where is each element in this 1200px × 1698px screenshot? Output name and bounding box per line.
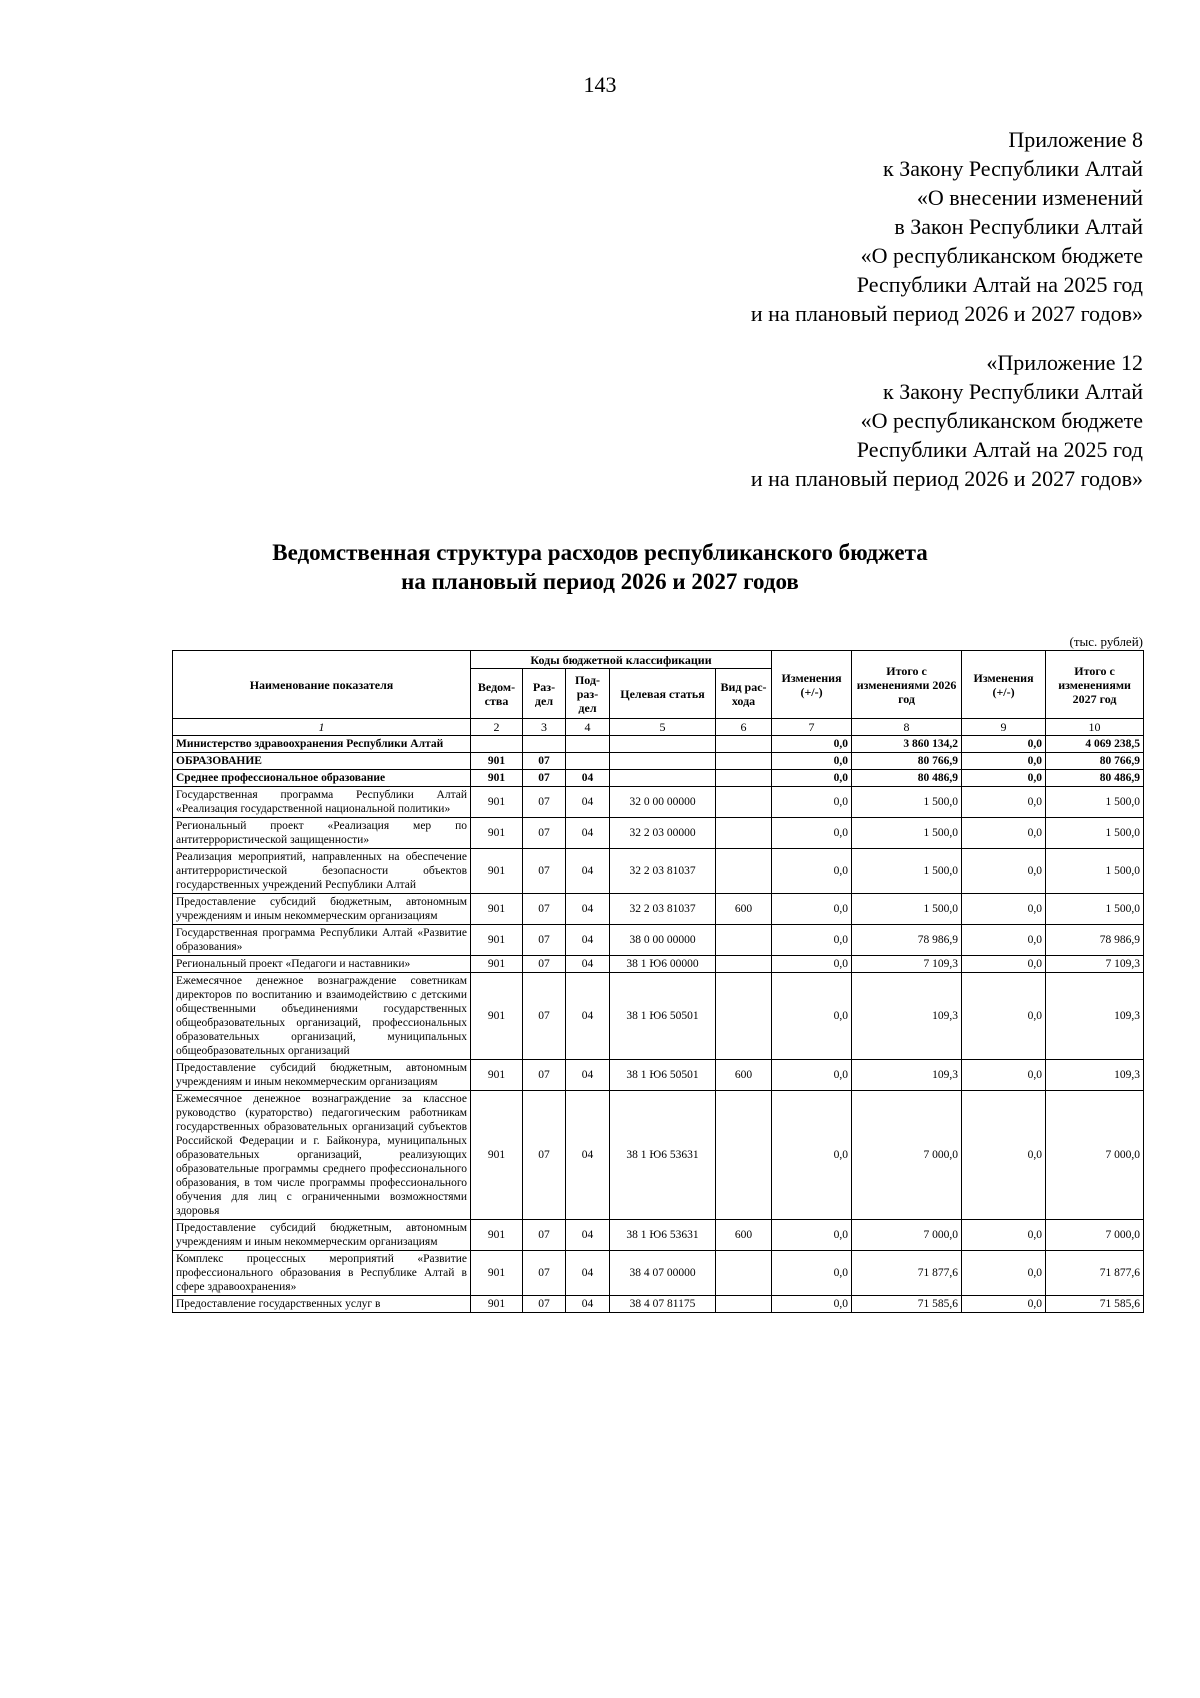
row-change-2027: 0,0 xyxy=(962,736,1046,753)
row-podrazdel: 04 xyxy=(566,1220,610,1251)
row-total-2026: 7 000,0 xyxy=(852,1220,962,1251)
row-vedomstvo: 901 xyxy=(471,753,523,770)
row-podrazdel: 04 xyxy=(566,1091,610,1220)
row-change-2026: 0,0 xyxy=(772,956,852,973)
row-vedomstvo: 901 xyxy=(471,894,523,925)
row-total-2027: 80 486,9 xyxy=(1046,770,1144,787)
row-celevaya-statya: 38 1 Ю6 50501 xyxy=(610,1060,716,1091)
row-change-2027: 0,0 xyxy=(962,1296,1046,1313)
document-title-line-1: Ведомственная структура расходов республиканского бюджета xyxy=(272,540,928,565)
row-vid-raskhoda xyxy=(716,1296,772,1313)
header-change-2026: Изменения (+/-) xyxy=(772,651,852,719)
row-razdel: 07 xyxy=(523,818,566,849)
appendix-12-line: «О республиканском бюджете xyxy=(860,408,1143,433)
row-vid-raskhoda: 600 xyxy=(716,1060,772,1091)
table-row xyxy=(173,1251,1144,1296)
row-name: Министерство здравоохранения Республики Алтай xyxy=(173,736,471,753)
row-vid-raskhoda xyxy=(716,818,772,849)
row-razdel: 07 xyxy=(523,1251,566,1296)
row-vid-raskhoda xyxy=(716,1091,772,1220)
row-change-2026: 0,0 xyxy=(772,925,852,956)
row-celevaya-statya: 38 1 Ю6 53631 xyxy=(610,1220,716,1251)
row-name: Ежемесячное денежное вознаграждение советникам директоров по воспитанию и взаимодействию с детскими общественными объединениями государственных общеобразовательных организаций, профессиональных образовательных организаций, муниципальных общеобразовательных организаций xyxy=(173,973,471,1060)
row-podrazdel: 04 xyxy=(566,1296,610,1313)
appendix-12-line: Республики Алтай на 2025 год xyxy=(856,437,1143,462)
row-celevaya-statya: 32 2 03 81037 xyxy=(610,849,716,894)
row-celevaya-statya: 38 0 00 00000 xyxy=(610,925,716,956)
row-total-2027: 71 877,6 xyxy=(1046,1251,1144,1296)
appendix-8-line: Республики Алтай на 2025 год xyxy=(856,272,1143,297)
column-number: 2 xyxy=(471,719,523,736)
column-number: 9 xyxy=(962,719,1046,736)
document-title xyxy=(0,538,1200,596)
row-vedomstvo: 901 xyxy=(471,1296,523,1313)
row-total-2026: 7 000,0 xyxy=(852,1091,962,1220)
row-total-2026: 109,3 xyxy=(852,1060,962,1091)
table-row xyxy=(173,753,1144,770)
row-vid-raskhoda xyxy=(716,1251,772,1296)
row-razdel: 07 xyxy=(523,849,566,894)
row-podrazdel: 04 xyxy=(566,894,610,925)
row-celevaya-statya: 32 0 00 00000 xyxy=(610,787,716,818)
document-title-line-2: на плановый период 2026 и 2027 годов xyxy=(401,569,799,594)
row-change-2026: 0,0 xyxy=(772,973,852,1060)
row-change-2027: 0,0 xyxy=(962,753,1046,770)
table-row xyxy=(173,1296,1144,1313)
appendix-12-line: и на плановый период 2026 и 2027 годов» xyxy=(750,466,1143,491)
row-celevaya-statya xyxy=(610,770,716,787)
row-vedomstvo: 901 xyxy=(471,787,523,818)
row-total-2026: 71 877,6 xyxy=(852,1251,962,1296)
table-row xyxy=(173,818,1144,849)
header-codes-group: Коды бюджетной классификации xyxy=(471,651,772,669)
row-razdel: 07 xyxy=(523,753,566,770)
row-podrazdel: 04 xyxy=(566,818,610,849)
row-podrazdel: 04 xyxy=(566,787,610,818)
row-change-2026: 0,0 xyxy=(772,753,852,770)
row-podrazdel: 04 xyxy=(566,973,610,1060)
row-vedomstvo: 901 xyxy=(471,925,523,956)
table-row xyxy=(173,787,1144,818)
row-name: Комплекс процессных мероприятий «Развитие профессионального образования в Республике Алтай в сфере здравоохранения» xyxy=(173,1251,471,1296)
table-row xyxy=(173,973,1144,1060)
row-change-2026: 0,0 xyxy=(772,1251,852,1296)
row-razdel: 07 xyxy=(523,894,566,925)
column-numbers-row xyxy=(173,719,1144,736)
row-razdel: 07 xyxy=(523,787,566,818)
header-podrazdel: Под-раз-дел xyxy=(566,669,610,719)
row-celevaya-statya: 38 1 Ю6 50501 xyxy=(610,973,716,1060)
row-name: Ежемесячное денежное вознаграждение за классное руководство (кураторство) педагогическим работникам государственных образовательных организаций субъектов Российской Федерации и г. Байконура, муниципальных образовательных организаций, реализующих образовательные программы среднего профессионального образования, в том числе программы профессионального обучения для лиц с ограниченными возможностями здоровья xyxy=(173,1091,471,1220)
row-change-2026: 0,0 xyxy=(772,894,852,925)
column-number: 3 xyxy=(523,719,566,736)
table-row xyxy=(173,894,1144,925)
row-total-2026: 1 500,0 xyxy=(852,818,962,849)
header-total-2026: Итого с изменениями 2026 год xyxy=(852,651,962,719)
row-vedomstvo: 901 xyxy=(471,770,523,787)
row-total-2026: 1 500,0 xyxy=(852,787,962,818)
row-total-2026: 1 500,0 xyxy=(852,894,962,925)
row-razdel: 07 xyxy=(523,1091,566,1220)
row-vid-raskhoda xyxy=(716,787,772,818)
row-name: Региональный проект «Педагоги и наставники» xyxy=(173,956,471,973)
row-change-2027: 0,0 xyxy=(962,925,1046,956)
row-podrazdel: 04 xyxy=(566,1251,610,1296)
row-name: Предоставление субсидий бюджетным, автономным учреждениям и иным некоммерческим организациям xyxy=(173,1220,471,1251)
row-vedomstvo: 901 xyxy=(471,1251,523,1296)
budget-table xyxy=(172,650,1144,1313)
row-total-2026: 78 986,9 xyxy=(852,925,962,956)
row-change-2026: 0,0 xyxy=(772,787,852,818)
row-change-2026: 0,0 xyxy=(772,849,852,894)
row-name: ОБРАЗОВАНИЕ xyxy=(173,753,471,770)
row-vid-raskhoda xyxy=(716,973,772,1060)
header-name: Наименование показателя xyxy=(173,651,471,719)
row-change-2026: 0,0 xyxy=(772,1060,852,1091)
row-razdel: 07 xyxy=(523,1060,566,1091)
row-celevaya-statya: 38 1 Ю6 53631 xyxy=(610,1091,716,1220)
row-total-2026: 7 109,3 xyxy=(852,956,962,973)
row-name: Среднее профессиональное образование xyxy=(173,770,471,787)
table-header xyxy=(173,651,1144,736)
table-row xyxy=(173,1220,1144,1251)
row-change-2027: 0,0 xyxy=(962,1220,1046,1251)
column-number: 10 xyxy=(1046,719,1144,736)
row-razdel: 07 xyxy=(523,1296,566,1313)
header-total-2027: Итого с изменениями 2027 год xyxy=(1046,651,1144,719)
row-vid-raskhoda: 600 xyxy=(716,894,772,925)
row-vid-raskhoda xyxy=(716,753,772,770)
row-change-2026: 0,0 xyxy=(772,770,852,787)
appendix-12-line: «Приложение 12 xyxy=(986,350,1143,375)
row-vedomstvo: 901 xyxy=(471,1220,523,1251)
row-vedomstvo: 901 xyxy=(471,818,523,849)
row-celevaya-statya xyxy=(610,753,716,770)
row-change-2027: 0,0 xyxy=(962,956,1046,973)
row-total-2026: 80 486,9 xyxy=(852,770,962,787)
row-razdel: 07 xyxy=(523,973,566,1060)
appendix-8-line: «О республиканском бюджете xyxy=(860,243,1143,268)
row-change-2027: 0,0 xyxy=(962,1091,1046,1220)
row-total-2027: 1 500,0 xyxy=(1046,894,1144,925)
table-row xyxy=(173,849,1144,894)
row-total-2027: 78 986,9 xyxy=(1046,925,1144,956)
row-total-2027: 1 500,0 xyxy=(1046,818,1144,849)
row-vedomstvo: 901 xyxy=(471,1091,523,1220)
row-podrazdel: 04 xyxy=(566,956,610,973)
row-name: Региональный проект «Реализация мер по антитеррористической защищенности» xyxy=(173,818,471,849)
appendix-8-line: и на плановый период 2026 и 2027 годов» xyxy=(750,301,1143,326)
row-celevaya-statya: 38 4 07 81175 xyxy=(610,1296,716,1313)
row-total-2027: 109,3 xyxy=(1046,1060,1144,1091)
column-number: 1 xyxy=(173,719,471,736)
row-podrazdel: 04 xyxy=(566,770,610,787)
row-total-2027: 7 109,3 xyxy=(1046,956,1144,973)
row-razdel: 07 xyxy=(523,770,566,787)
page-number: 143 xyxy=(583,72,617,97)
appendix-8-line: «О внесении изменений xyxy=(916,185,1143,210)
row-change-2027: 0,0 xyxy=(962,849,1046,894)
header-change-2027: Изменения (+/-) xyxy=(962,651,1046,719)
row-change-2026: 0,0 xyxy=(772,736,852,753)
row-total-2027: 7 000,0 xyxy=(1046,1220,1144,1251)
row-vid-raskhoda xyxy=(716,849,772,894)
column-number: 4 xyxy=(566,719,610,736)
row-celevaya-statya: 32 2 03 00000 xyxy=(610,818,716,849)
header-celevaya-statya: Целевая статья xyxy=(610,669,716,719)
row-podrazdel: 04 xyxy=(566,1060,610,1091)
row-change-2026: 0,0 xyxy=(772,818,852,849)
units-note: (тыс. рублей) xyxy=(1069,634,1143,649)
row-total-2026: 3 860 134,2 xyxy=(852,736,962,753)
appendix-12-reference xyxy=(751,348,1143,493)
table-body xyxy=(173,736,1144,1313)
row-change-2026: 0,0 xyxy=(772,1220,852,1251)
row-name: Государственная программа Республики Алтай «Реализация государственной национальной политики» xyxy=(173,787,471,818)
row-name: Предоставление государственных услуг в xyxy=(173,1296,471,1313)
row-razdel: 07 xyxy=(523,925,566,956)
table-row xyxy=(173,925,1144,956)
row-vedomstvo: 901 xyxy=(471,973,523,1060)
row-total-2026: 80 766,9 xyxy=(852,753,962,770)
appendix-12-line: к Закону Республики Алтай xyxy=(883,379,1143,404)
row-podrazdel: 04 xyxy=(566,849,610,894)
row-vid-raskhoda xyxy=(716,956,772,973)
row-name: Государственная программа Республики Алтай «Развитие образования» xyxy=(173,925,471,956)
column-number: 6 xyxy=(716,719,772,736)
row-vedomstvo: 901 xyxy=(471,849,523,894)
row-total-2026: 109,3 xyxy=(852,973,962,1060)
header-vedomstva: Ведом-ства xyxy=(471,669,523,719)
table-row xyxy=(173,1060,1144,1091)
row-total-2026: 1 500,0 xyxy=(852,849,962,894)
appendix-8-line: к Закону Республики Алтай xyxy=(883,156,1143,181)
header-vid-raskhoda: Вид рас-хода xyxy=(716,669,772,719)
row-vid-raskhoda xyxy=(716,925,772,956)
column-number: 8 xyxy=(852,719,962,736)
row-celevaya-statya: 38 1 Ю6 00000 xyxy=(610,956,716,973)
row-total-2027: 1 500,0 xyxy=(1046,849,1144,894)
row-total-2027: 7 000,0 xyxy=(1046,1091,1144,1220)
appendix-8-line: Приложение 8 xyxy=(1008,127,1143,152)
row-change-2027: 0,0 xyxy=(962,770,1046,787)
row-celevaya-statya xyxy=(610,736,716,753)
table-row xyxy=(173,770,1144,787)
row-total-2027: 71 585,6 xyxy=(1046,1296,1144,1313)
table-row xyxy=(173,1091,1144,1220)
row-total-2027: 1 500,0 xyxy=(1046,787,1144,818)
row-celevaya-statya: 32 2 03 81037 xyxy=(610,894,716,925)
row-change-2027: 0,0 xyxy=(962,818,1046,849)
row-name: Предоставление субсидий бюджетным, автономным учреждениям и иным некоммерческим организациям xyxy=(173,1060,471,1091)
row-celevaya-statya: 38 4 07 00000 xyxy=(610,1251,716,1296)
row-total-2026: 71 585,6 xyxy=(852,1296,962,1313)
column-number: 5 xyxy=(610,719,716,736)
row-vid-raskhoda xyxy=(716,770,772,787)
header-razdel: Раз-дел xyxy=(523,669,566,719)
row-podrazdel: 04 xyxy=(566,925,610,956)
row-razdel: 07 xyxy=(523,956,566,973)
row-change-2027: 0,0 xyxy=(962,787,1046,818)
row-name: Предоставление субсидий бюджетным, автономным учреждениям и иным некоммерческим организациям xyxy=(173,894,471,925)
column-number: 7 xyxy=(772,719,852,736)
row-name: Реализация мероприятий, направленных на обеспечение антитеррористической безопасности объектов государственных учреждений Республики Алтай xyxy=(173,849,471,894)
table-row xyxy=(173,956,1144,973)
table-row xyxy=(173,736,1144,753)
row-vid-raskhoda: 600 xyxy=(716,1220,772,1251)
row-change-2027: 0,0 xyxy=(962,894,1046,925)
row-razdel xyxy=(523,736,566,753)
row-total-2027: 80 766,9 xyxy=(1046,753,1144,770)
row-total-2027: 4 069 238,5 xyxy=(1046,736,1144,753)
row-change-2027: 0,0 xyxy=(962,973,1046,1060)
row-razdel: 07 xyxy=(523,1220,566,1251)
appendix-8-line: в Закон Республики Алтай xyxy=(894,214,1143,239)
row-vedomstvo xyxy=(471,736,523,753)
row-vedomstvo: 901 xyxy=(471,956,523,973)
appendix-8-reference xyxy=(751,125,1143,328)
row-total-2027: 109,3 xyxy=(1046,973,1144,1060)
row-change-2027: 0,0 xyxy=(962,1251,1046,1296)
row-vid-raskhoda xyxy=(716,736,772,753)
row-change-2027: 0,0 xyxy=(962,1060,1046,1091)
row-podrazdel xyxy=(566,753,610,770)
row-vedomstvo: 901 xyxy=(471,1060,523,1091)
row-change-2026: 0,0 xyxy=(772,1296,852,1313)
row-podrazdel xyxy=(566,736,610,753)
row-change-2026: 0,0 xyxy=(772,1091,852,1220)
